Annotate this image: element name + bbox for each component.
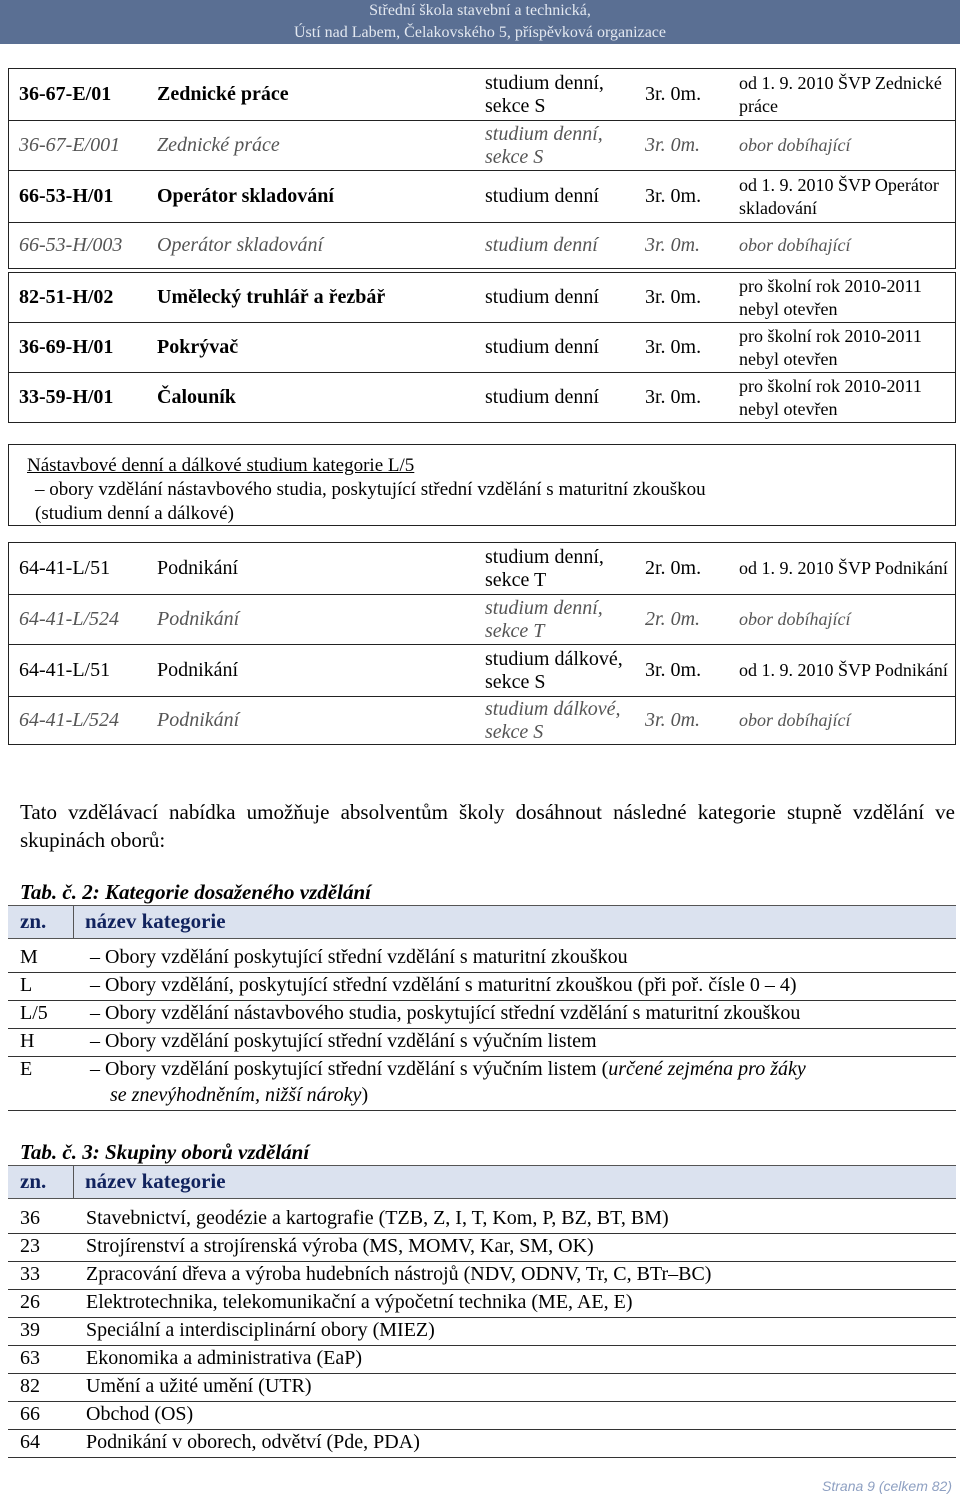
table-row: [9, 645, 956, 697]
program-length: 2r. 0m.: [635, 595, 729, 645]
table-row: [9, 273, 956, 323]
program-note: obor dobíhající: [729, 595, 956, 645]
program-note: od 1. 9. 2010 ŠVP Podnikání: [729, 543, 956, 595]
group-text: Obchod (OS): [86, 1403, 194, 1425]
program-length: 3r. 0m.: [635, 171, 729, 223]
table-row: [8, 1317, 956, 1346]
program-code: 33-59-H/01: [9, 373, 148, 423]
program-note: od 1. 9. 2010 ŠVP Operátor skladování: [729, 171, 956, 223]
program-form: studium denní: [475, 223, 635, 269]
program-code: 36-67-E/01: [9, 69, 148, 121]
column-zn: zn.: [20, 909, 47, 933]
group-code: 39: [20, 1319, 40, 1341]
column-name: název kategorie: [85, 909, 226, 933]
table-row: [8, 1429, 956, 1458]
program-name: Umělecký truhlář a řezbář: [147, 273, 475, 323]
program-length: 3r. 0m.: [635, 373, 729, 423]
program-code: 36-69-H/01: [9, 323, 148, 373]
table3-title: Tab. č. 3: Skupiny oborů vzdělání: [20, 1140, 310, 1164]
header-school-name: Střední škola stavební a technická,: [0, 0, 960, 22]
program-length: 3r. 0m.: [635, 323, 729, 373]
program-form: studium denní, sekce T: [475, 595, 635, 645]
column-zn: zn.: [20, 1169, 47, 1193]
program-note: pro školní rok 2010-2011 nebyl otevřen: [729, 373, 956, 423]
category-text: – Obory vzdělání, poskytující střední vzdělání s maturitní zkouškou (při poř. čísle 0 – 4): [90, 974, 797, 996]
category-code: L: [20, 974, 33, 996]
category-text: – Obory vzdělání poskytující střední vzdělání s výučním listem (určené zejména pro žáky: [90, 1058, 806, 1080]
program-code: 64-41-L/51: [9, 543, 148, 595]
table2-header: [8, 905, 956, 939]
program-length: 3r. 0m.: [635, 697, 729, 745]
category-code: M: [20, 946, 38, 968]
header-school-address: Ústí nad Labem, Čelakovského 5, příspěvková organizace: [0, 22, 960, 44]
section-subtitle-note: (studium denní a dálkové): [35, 503, 234, 524]
program-name: Operátor skladování: [147, 171, 475, 223]
table-row: [8, 1233, 956, 1262]
program-note: obor dobíhající: [729, 223, 956, 269]
program-code: 66-53-H/01: [9, 171, 148, 223]
table-row: [8, 1261, 956, 1290]
group-text: Elektrotechnika, telekomunikační a výpočetní technika (ME, AE, E): [86, 1291, 633, 1313]
program-note: obor dobíhající: [729, 697, 956, 745]
group-text: Zpracování dřeva a výroba hudebních nástrojů (NDV, ODNV, Tr, C, BTr–BC): [86, 1263, 712, 1285]
program-name: Podnikání: [147, 645, 475, 697]
category-code: L/5: [20, 1002, 48, 1024]
table-row: [9, 373, 956, 423]
category-text-cont: se znevýhodněním, nižší nároky): [110, 1084, 369, 1106]
section-nastavbove: [8, 444, 956, 526]
program-form: studium denní: [475, 273, 635, 323]
group-code: 66: [20, 1403, 40, 1425]
group-code: 23: [20, 1235, 40, 1257]
program-form: studium denní, sekce S: [475, 121, 635, 171]
table-row: [8, 1056, 956, 1111]
table-row: [8, 1373, 956, 1402]
programs-table-a: [8, 68, 956, 269]
section-subtitle: – obory vzdělání nástavbového studia, poskytující střední vzdělání s maturitní zkouškou: [35, 479, 706, 500]
table-row: [9, 323, 956, 373]
table-row: [9, 121, 956, 171]
group-text: Podnikání v oborech, odvětví (Pde, PDA): [86, 1431, 420, 1453]
program-code: 66-53-H/003: [9, 223, 148, 269]
category-code: E: [20, 1058, 33, 1080]
program-note: od 1. 9. 2010 ŠVP Podnikání: [729, 645, 956, 697]
section-title: Nástavbové denní a dálkové studium kategorie L/5: [27, 455, 415, 476]
program-length: 2r. 0m.: [635, 543, 729, 595]
table-row: [8, 944, 956, 973]
group-text: Ekonomika a administrativa (EaP): [86, 1347, 363, 1369]
program-name: Zednické práce: [147, 121, 475, 171]
group-text: Stavebnictví, geodézie a kartografie (TZB, Z, I, T, Kom, P, BZ, BT, BM): [86, 1207, 669, 1229]
program-length: 3r. 0m.: [635, 273, 729, 323]
program-name: Zednické práce: [147, 69, 475, 121]
category-code: H: [20, 1030, 35, 1052]
column-divider: [73, 1166, 74, 1198]
program-form: studium denní, sekce S: [475, 69, 635, 121]
group-code: 64: [20, 1431, 40, 1453]
table-row: [8, 1000, 956, 1029]
program-form: studium denní, sekce T: [475, 543, 635, 595]
category-text: – Obory vzdělání poskytující střední vzdělání s maturitní zkouškou: [90, 946, 628, 968]
program-form: studium denní: [475, 323, 635, 373]
table-row: [9, 69, 956, 121]
program-name: Podnikání: [147, 595, 475, 645]
table-row: [9, 171, 956, 223]
program-note: pro školní rok 2010-2011 nebyl otevřen: [729, 273, 956, 323]
group-text: Speciální a interdisciplinární obory (MIEZ): [86, 1319, 435, 1341]
program-form: studium dálkové, sekce S: [475, 697, 635, 745]
category-text: – Obory vzdělání nástavbového studia, poskytující střední vzdělání s maturitní zkouškou: [90, 1002, 801, 1024]
program-name: Pokrývač: [147, 323, 475, 373]
program-code: 36-67-E/001: [9, 121, 148, 171]
program-name: Čalouník: [147, 373, 475, 423]
table-row: [8, 1345, 956, 1374]
table-row: [9, 223, 956, 269]
program-code: 64-41-L/524: [9, 697, 148, 745]
group-code: 26: [20, 1291, 40, 1313]
program-length: 3r. 0m.: [635, 69, 729, 121]
group-code: 33: [20, 1263, 40, 1285]
group-code: 36: [20, 1207, 40, 1229]
table2-title: Tab. č. 2: Kategorie dosaženého vzdělání: [20, 880, 371, 904]
program-code: 64-41-L/51: [9, 645, 148, 697]
program-code: 64-41-L/524: [9, 595, 148, 645]
program-note: od 1. 9. 2010 ŠVP Zednické práce: [729, 69, 956, 121]
program-form: studium denní: [475, 373, 635, 423]
table-row: [8, 1205, 956, 1234]
group-text: Umění a užité umění (UTR): [86, 1375, 312, 1397]
page-number: Strana 9 (celkem 82): [822, 1478, 952, 1494]
program-note: pro školní rok 2010-2011 nebyl otevřen: [729, 323, 956, 373]
program-name: Podnikání: [147, 543, 475, 595]
program-code: 82-51-H/02: [9, 273, 148, 323]
intro-paragraph: Tato vzdělávací nabídka umožňuje absolventům školy dosáhnout následné kategorie stupně vzdělání ve skupinách oborů:: [20, 800, 955, 852]
table-row: [9, 595, 956, 645]
category-text: – Obory vzdělání poskytující střední vzdělání s výučním listem: [90, 1030, 597, 1052]
table-row: [8, 1289, 956, 1318]
programs-table-c: [8, 542, 956, 745]
column-name: název kategorie: [85, 1169, 226, 1193]
table-row: [9, 543, 956, 595]
program-note: obor dobíhající: [729, 121, 956, 171]
group-code: 63: [20, 1347, 40, 1369]
program-length: 3r. 0m.: [635, 645, 729, 697]
program-form: studium dálkové, sekce S: [475, 645, 635, 697]
program-name: Operátor skladování: [147, 223, 475, 269]
table3-header: [8, 1165, 956, 1199]
program-form: studium denní: [475, 171, 635, 223]
table-row: [8, 1028, 956, 1057]
column-divider: [73, 906, 74, 938]
table-row: [9, 697, 956, 745]
program-length: 3r. 0m.: [635, 223, 729, 269]
program-name: Podnikání: [147, 697, 475, 745]
programs-table-b: [8, 272, 956, 423]
group-code: 82: [20, 1375, 40, 1397]
table-row: [8, 972, 956, 1001]
program-length: 3r. 0m.: [635, 121, 729, 171]
table-row: [8, 1401, 956, 1430]
group-text: Strojírenství a strojírenská výroba (MS, MOMV, Kar, SM, OK): [86, 1235, 594, 1257]
